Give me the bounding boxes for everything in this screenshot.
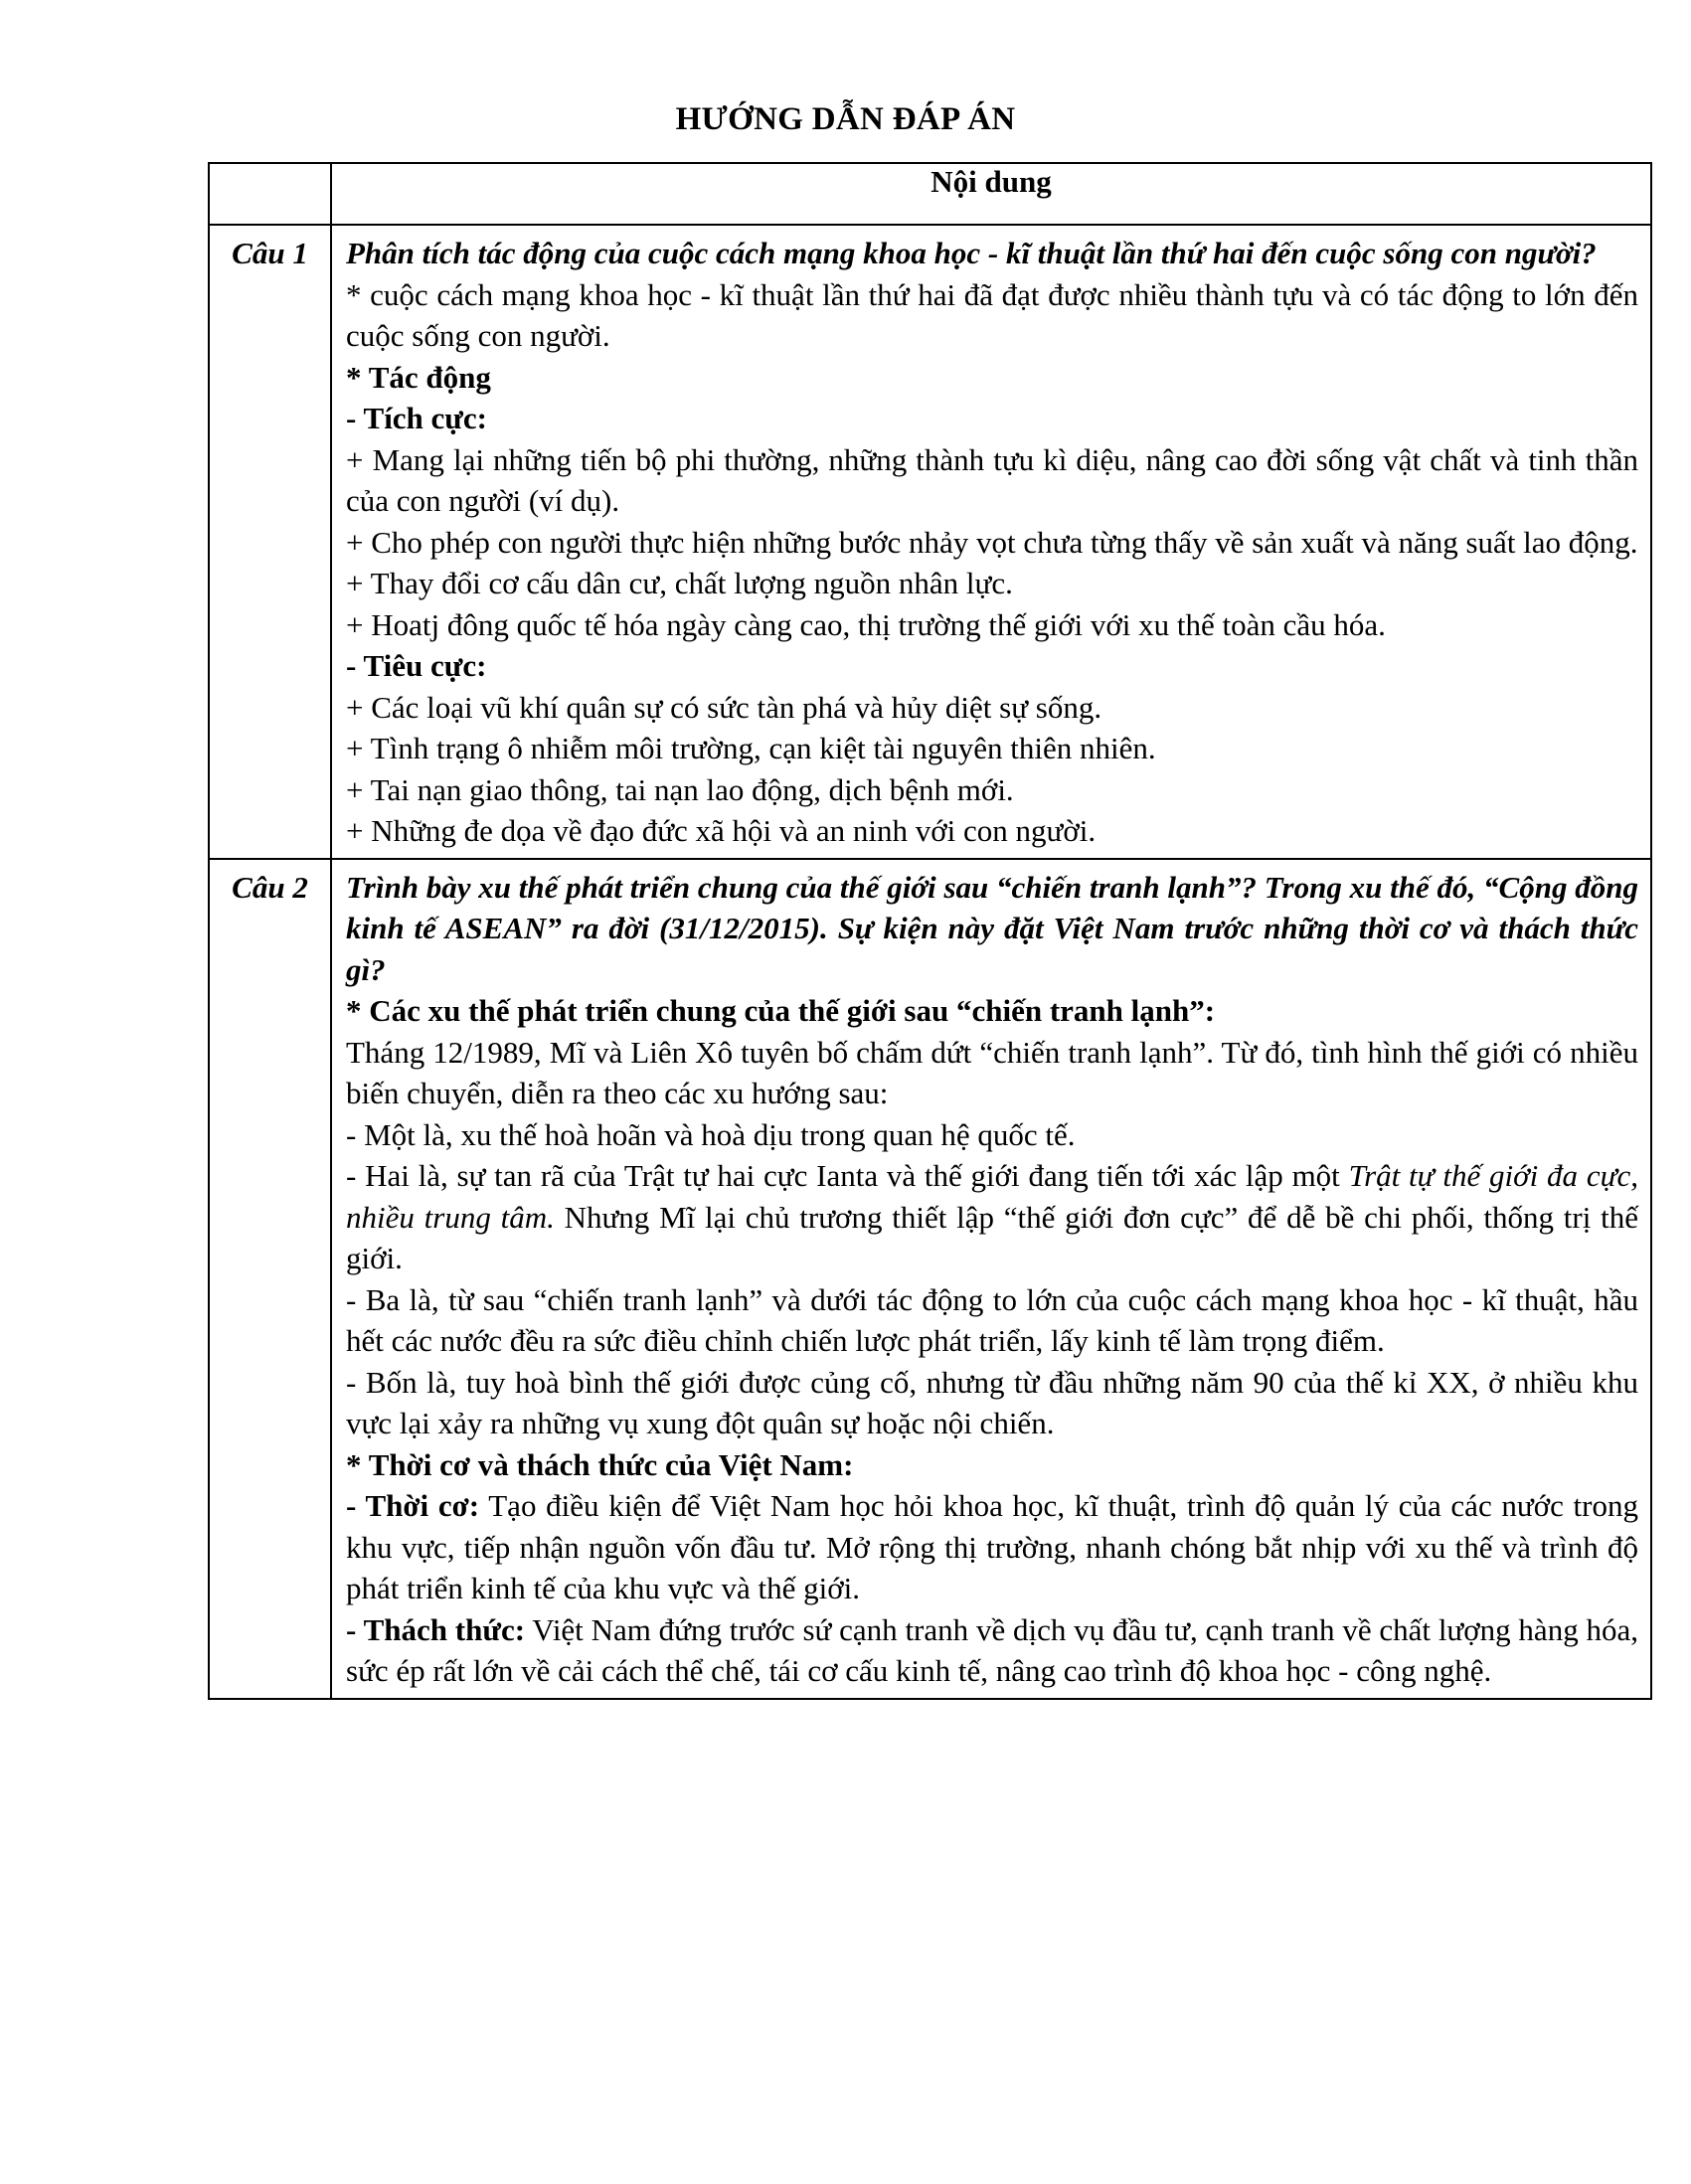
- question-1-intro: * cuộc cách mạng khoa học - kĩ thuật lần thứ hai đã đạt được nhiều thành tựu và có tác động to lớn đến cuộc sống con người.: [346, 276, 1638, 353]
- challenge-paragraph: [346, 1609, 1638, 1692]
- vietnam-heading: * Thời cơ và thách thức của Việt Nam:: [346, 1446, 854, 1482]
- trend-item: - Một là, xu thế hoà hoãn và hoà dịu trong quan hệ quốc tế.: [346, 1116, 1076, 1152]
- question-1-content: [331, 225, 1651, 859]
- trends-intro: Tháng 12/1989, Mĩ và Liên Xô tuyên bố chấm dứt “chiến tranh lạnh”. Từ đó, tình hình thế giới có nhiều biến chuyển, diễn ra theo các xu hướng sau:: [346, 1034, 1638, 1110]
- negative-item: + Các loại vũ khí quân sự có sức tàn phá và hủy diệt sự sống.: [346, 689, 1102, 725]
- positive-item: + Mang lại những tiến bộ phi thường, những thành tựu kì diệu, nâng cao đời sống vật chất và tinh thần của con người (ví dụ).: [346, 441, 1638, 518]
- answer-table: [208, 162, 1652, 1700]
- question-1-label: Câu 1: [209, 225, 331, 859]
- trend-2-text-a: - Hai là, sự tan rã của Trật tự hai cực Ianta và thế giới đang tiến tới xác lập một: [346, 1158, 1349, 1193]
- trend-2-italic-text: Trật tự thế giới đa cực, nhiều trung tâm.: [346, 1158, 1638, 1235]
- header-cell-content: Nội dung: [331, 163, 1651, 225]
- table-row-question-1: [209, 225, 1651, 859]
- header-cell-empty: [209, 163, 331, 225]
- positive-item: + Cho phép con người thực hiện những bước nhảy vọt chưa từng thấy về sản xuất và năng suất lao động.: [346, 524, 1638, 560]
- positive-item: + Hoatj đông quốc tế hóa ngày càng cao, thị trường thế giới với xu thế toàn cầu hóa.: [346, 606, 1386, 642]
- trend-item: - Bốn là, tuy hoà bình thế giới được củng cố, nhưng từ đầu những năm 90 của thế kỉ XX, ở nhiều khu vực lại xảy ra những vụ xung đột quân sự hoặc nội chiến.: [346, 1364, 1638, 1440]
- negative-heading: - Tiêu cực:: [346, 648, 487, 683]
- table-header-row: [209, 163, 1651, 225]
- negative-item: + Những đe dọa về đạo đức xã hội và an ninh với con người.: [346, 813, 1097, 848]
- trend-2-text-b: Nhưng Mĩ lại chủ trương thiết lập “thế giới đơn cực” để dễ bề chi phối, thống trị thế giới.: [346, 1199, 1638, 1275]
- opportunity-paragraph: [346, 1485, 1638, 1609]
- negative-item: + Tình trạng ô nhiễm môi trường, cạn kiệt tài nguyên thiên nhiên.: [346, 731, 1156, 765]
- opportunity-label: - Thời cơ:: [346, 1488, 480, 1523]
- positive-heading: - Tích cực:: [346, 401, 487, 435]
- positive-item: + Thay đổi cơ cấu dân cư, chất lượng nguồn nhân lực.: [346, 566, 1013, 600]
- negative-item: + Tai nạn giao thông, tai nạn lao động, dịch bệnh mới.: [346, 771, 1014, 807]
- trend-item: [346, 1155, 1638, 1279]
- question-1-title: Phân tích tác động của cuộc cách mạng khoa học - kĩ thuật lần thứ hai đến cuộc sống con người?: [346, 236, 1597, 270]
- table-row-question-2: [209, 859, 1651, 1699]
- opportunity-text: Tạo điều kiện để Việt Nam học hỏi khoa học, kĩ thuật, trình độ quản lý của các nước trong khu vực, tiếp nhận nguồn vốn đầu tư. Mở rộng thị trường, nhanh chóng bắt nhịp với xu thế và trình độ phát triển kinh tế của khu vực và thế giới.: [346, 1488, 1638, 1605]
- challenge-label: - Thách thức:: [346, 1611, 526, 1647]
- question-2-label: Câu 2: [209, 859, 331, 1699]
- impact-heading: * Tác động: [346, 359, 491, 395]
- question-2-title: Trình bày xu thế phát triển chung của thế giới sau “chiến tranh lạnh”? Trong xu thế đó, “Cộng đồng kinh tế ASEAN” ra đời (31/12/2015). Sự kiện này đặt Việt Nam trước những thời cơ và thách thức gì?: [346, 869, 1638, 987]
- trends-heading: * Các xu thế phát triển chung của thế giới sau “chiến tranh lạnh”:: [346, 993, 1216, 1028]
- trend-item: - Ba là, từ sau “chiến tranh lạnh” và dưới tác động to lớn của cuộc cách mạng khoa học - kĩ thuật, hầu hết các nước đều ra sức điều chỉnh chiến lược phát triển, lấy kinh tế làm trọng điểm.: [346, 1281, 1638, 1358]
- challenge-text: Việt Nam đứng trước sứ cạnh tranh về dịch vụ đầu tư, cạnh tranh về chất lượng hàng hóa, sức ép rất lớn về cải cách thể chế, tái cơ cấu kinh tế, nâng cao trình độ khoa học - công nghệ.: [346, 1611, 1639, 1688]
- question-2-content: [331, 859, 1651, 1699]
- page-title: HƯỚNG DẪN ĐÁP ÁN: [675, 101, 1016, 137]
